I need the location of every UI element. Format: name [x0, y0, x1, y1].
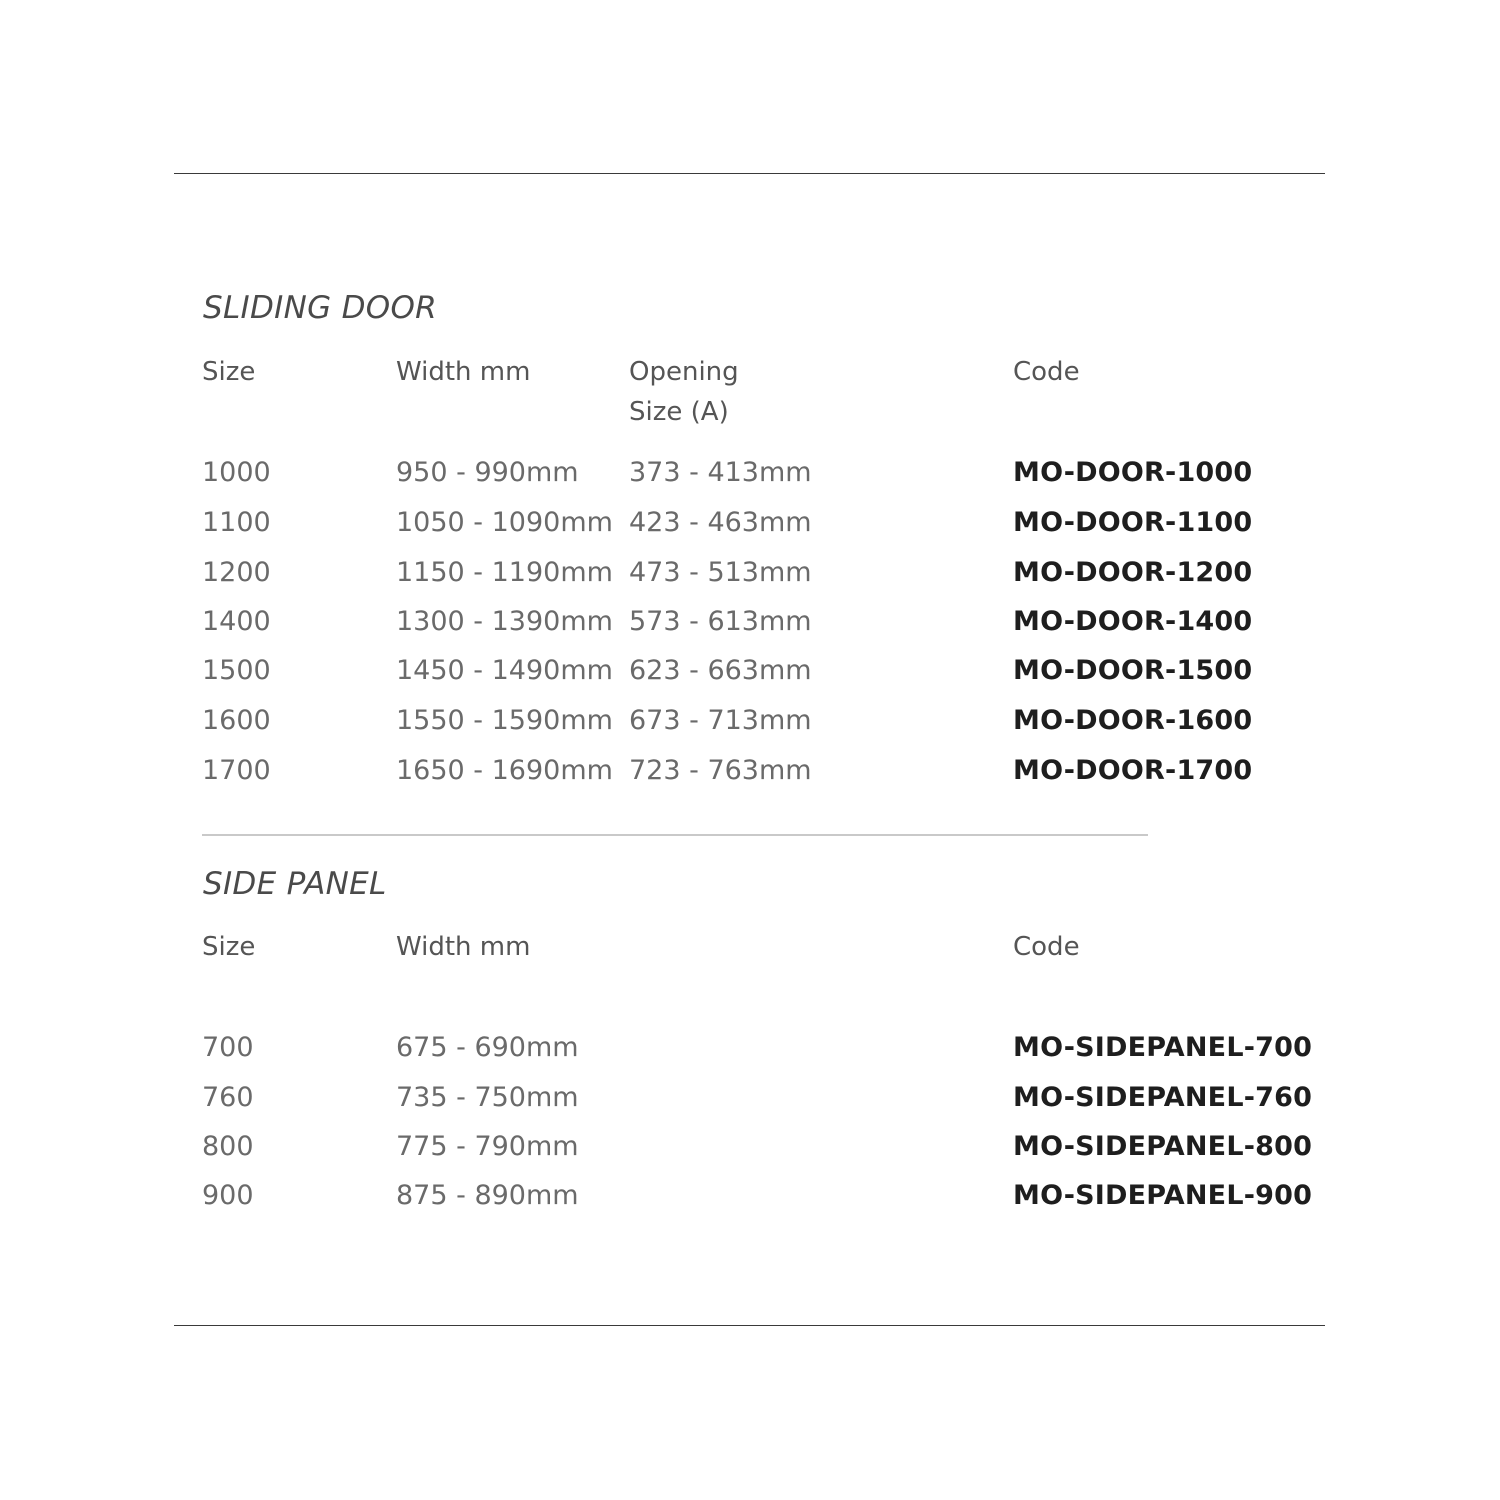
row-code: MO-DOOR-1000 — [1013, 457, 1253, 488]
row-width: 1300 - 1390mm — [396, 606, 613, 637]
row-code: MO-DOOR-1700 — [1013, 755, 1253, 786]
row-size: 1400 — [202, 606, 271, 637]
side-panel-title: SIDE PANEL — [203, 866, 387, 902]
row-width: 1650 - 1690mm — [396, 755, 613, 786]
row-opening: 423 - 463mm — [629, 507, 812, 538]
row-size: 1100 — [202, 507, 271, 538]
section-divider — [202, 834, 1148, 836]
row-opening: 673 - 713mm — [629, 705, 812, 736]
sliding-door-header-opening-line2: Size (A) — [629, 397, 729, 427]
row-code: MO-DOOR-1200 — [1013, 557, 1253, 588]
sliding-door-header-size: Size — [202, 357, 256, 387]
row-code: MO-SIDEPANEL-800 — [1013, 1131, 1313, 1162]
row-width: 1150 - 1190mm — [396, 557, 613, 588]
row-opening: 723 - 763mm — [629, 755, 812, 786]
row-opening: 373 - 413mm — [629, 457, 812, 488]
row-width: 775 - 790mm — [396, 1131, 579, 1162]
row-width: 875 - 890mm — [396, 1180, 579, 1211]
row-size: 1600 — [202, 705, 271, 736]
row-opening: 623 - 663mm — [629, 655, 812, 686]
row-width: 675 - 690mm — [396, 1032, 579, 1063]
row-size: 1700 — [202, 755, 271, 786]
row-width: 950 - 990mm — [396, 457, 579, 488]
row-code: MO-SIDEPANEL-900 — [1013, 1180, 1313, 1211]
sliding-door-header-opening-line1: Opening — [629, 357, 739, 387]
row-code: MO-SIDEPANEL-700 — [1013, 1032, 1313, 1063]
bottom-divider — [174, 1325, 1325, 1326]
row-width: 1050 - 1090mm — [396, 507, 613, 538]
row-code: MO-DOOR-1600 — [1013, 705, 1253, 736]
row-code: MO-DOOR-1400 — [1013, 606, 1253, 637]
row-code: MO-SIDEPANEL-760 — [1013, 1082, 1313, 1113]
side-panel-header-size: Size — [202, 932, 256, 962]
row-code: MO-DOOR-1500 — [1013, 655, 1253, 686]
row-opening: 473 - 513mm — [629, 557, 812, 588]
row-width: 1450 - 1490mm — [396, 655, 613, 686]
row-code: MO-DOOR-1100 — [1013, 507, 1253, 538]
row-width: 1550 - 1590mm — [396, 705, 613, 736]
row-size: 1500 — [202, 655, 271, 686]
top-divider — [174, 173, 1325, 174]
sliding-door-header-code: Code — [1013, 357, 1080, 387]
row-size: 900 — [202, 1180, 254, 1211]
row-size: 700 — [202, 1032, 254, 1063]
side-panel-header-width: Width mm — [396, 932, 531, 962]
row-width: 735 - 750mm — [396, 1082, 579, 1113]
row-opening: 573 - 613mm — [629, 606, 812, 637]
row-size: 800 — [202, 1131, 254, 1162]
row-size: 760 — [202, 1082, 254, 1113]
sliding-door-header-width: Width mm — [396, 357, 531, 387]
row-size: 1000 — [202, 457, 271, 488]
side-panel-header-code: Code — [1013, 932, 1080, 962]
sliding-door-title: SLIDING DOOR — [203, 290, 437, 326]
row-size: 1200 — [202, 557, 271, 588]
